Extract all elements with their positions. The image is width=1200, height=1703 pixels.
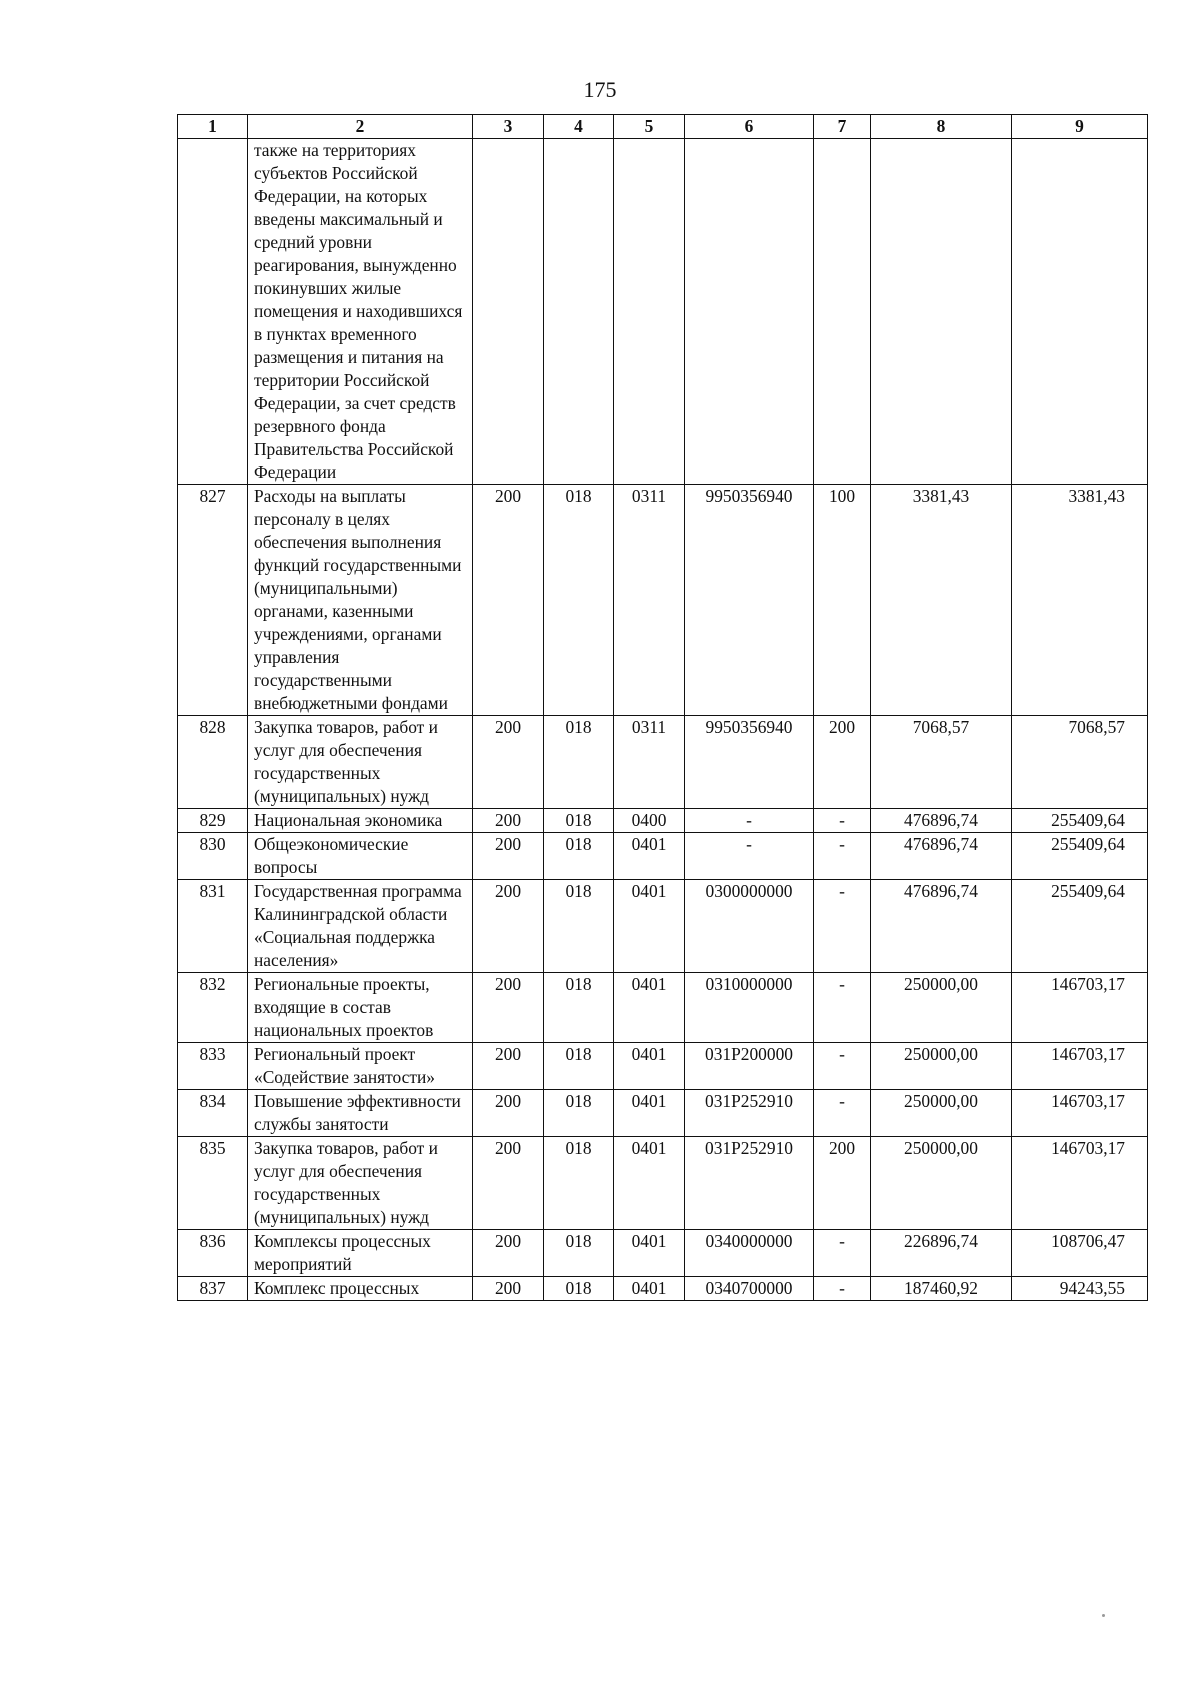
page-number: 175 [583, 77, 617, 102]
row-number-cell: 830 [178, 833, 248, 880]
code-cell: 0401 [614, 1137, 685, 1230]
item-name-cell: Национальная экономика [248, 809, 473, 833]
code-cell: 018 [544, 716, 614, 809]
code-cell: 018 [544, 880, 614, 973]
code-cell: 0401 [614, 1277, 685, 1301]
row-number-cell: 833 [178, 1043, 248, 1090]
code-cell: - [814, 809, 871, 833]
code-cell: 0401 [614, 973, 685, 1043]
table-row [178, 1090, 1148, 1137]
code-cell: 031P252910 [685, 1090, 814, 1137]
code-cell: 200 [473, 833, 544, 880]
header-cell: 9 [1012, 115, 1148, 139]
code-cell: 0401 [614, 1090, 685, 1137]
item-name-cell: Региональные проекты, входящие в состав национальных проектов [248, 973, 473, 1043]
row-number-cell: 827 [178, 485, 248, 716]
amount-cell: 250000,00 [871, 1137, 1012, 1230]
code-cell: 0400 [614, 809, 685, 833]
code-cell: 0311 [614, 485, 685, 716]
amount-cell: 7068,57 [1012, 716, 1148, 809]
code-cell: 018 [544, 1230, 614, 1277]
row-number-cell: 832 [178, 973, 248, 1043]
code-cell: 0300000000 [685, 880, 814, 973]
amount-cell: 255409,64 [1012, 880, 1148, 973]
row-number-cell [178, 139, 248, 485]
amount-cell: 476896,74 [871, 809, 1012, 833]
header-cell: 8 [871, 115, 1012, 139]
table-row [178, 485, 1148, 716]
code-cell: 200 [473, 1230, 544, 1277]
code-cell [473, 139, 544, 485]
table-row [178, 833, 1148, 880]
code-cell: 0311 [614, 716, 685, 809]
code-cell: 018 [544, 1090, 614, 1137]
amount-cell: 146703,17 [1012, 1043, 1148, 1090]
item-name-cell: также на территориях субъектов Российской Федерации, на которых введены максимальный и средний уровни реагирования, вынужденно покинувших жилые помещения и находившихся в пунктах временного размещения и питания на территории Российской Федерации, за счет средств резервного фонда Правительства Российской Федерации [248, 139, 473, 485]
code-cell: 200 [473, 1277, 544, 1301]
code-cell: 018 [544, 973, 614, 1043]
budget-table [177, 114, 1148, 1301]
table-row [178, 880, 1148, 973]
scan-speck [1102, 1614, 1105, 1617]
row-number-cell: 831 [178, 880, 248, 973]
row-number-cell: 828 [178, 716, 248, 809]
code-cell: - [814, 880, 871, 973]
code-cell: 018 [544, 809, 614, 833]
row-number-cell: 836 [178, 1230, 248, 1277]
table-row [178, 973, 1148, 1043]
code-cell: 200 [473, 880, 544, 973]
code-cell [544, 139, 614, 485]
amount-cell: 187460,92 [871, 1277, 1012, 1301]
item-name-cell: Закупка товаров, работ и услуг для обеспечения государственных (муниципальных) нужд [248, 716, 473, 809]
row-number-cell: 834 [178, 1090, 248, 1137]
code-cell: 200 [473, 716, 544, 809]
code-cell: 0310000000 [685, 973, 814, 1043]
item-name-cell: Государственная программа Калининградской области «Социальная поддержка населения» [248, 880, 473, 973]
header-cell: 3 [473, 115, 544, 139]
code-cell: 018 [544, 485, 614, 716]
code-cell: - [814, 833, 871, 880]
header-cell: 6 [685, 115, 814, 139]
row-number-cell: 835 [178, 1137, 248, 1230]
code-cell: 200 [473, 1043, 544, 1090]
code-cell: 200 [814, 716, 871, 809]
header-cell: 1 [178, 115, 248, 139]
table-body [178, 115, 1148, 1301]
code-cell: 031P200000 [685, 1043, 814, 1090]
header-cell: 7 [814, 115, 871, 139]
table-row [178, 809, 1148, 833]
table-header-row [178, 115, 1148, 139]
code-cell: 200 [473, 1090, 544, 1137]
code-cell: 0401 [614, 1230, 685, 1277]
row-number-cell: 837 [178, 1277, 248, 1301]
code-cell: - [814, 1230, 871, 1277]
item-name-cell: Региональный проект «Содействие занятости» [248, 1043, 473, 1090]
code-cell: 018 [544, 1043, 614, 1090]
code-cell: - [685, 833, 814, 880]
code-cell: - [814, 1090, 871, 1137]
amount-cell: 3381,43 [871, 485, 1012, 716]
code-cell: 9950356940 [685, 485, 814, 716]
item-name-cell: Общеэкономические вопросы [248, 833, 473, 880]
amount-cell: 146703,17 [1012, 1137, 1148, 1230]
amount-cell: 476896,74 [871, 833, 1012, 880]
amount-cell: 94243,55 [1012, 1277, 1148, 1301]
amount-cell: 255409,64 [1012, 833, 1148, 880]
header-cell: 2 [248, 115, 473, 139]
amount-cell [1012, 139, 1148, 485]
code-cell: 0340700000 [685, 1277, 814, 1301]
code-cell: 200 [814, 1137, 871, 1230]
item-name-cell: Закупка товаров, работ и услуг для обеспечения государственных (муниципальных) нужд [248, 1137, 473, 1230]
code-cell: - [814, 973, 871, 1043]
amount-cell: 146703,17 [1012, 1090, 1148, 1137]
code-cell: - [685, 809, 814, 833]
table-row [178, 1230, 1148, 1277]
code-cell: 031P252910 [685, 1137, 814, 1230]
code-cell: - [814, 1277, 871, 1301]
code-cell: 200 [473, 973, 544, 1043]
code-cell: 100 [814, 485, 871, 716]
amount-cell [871, 139, 1012, 485]
code-cell: 0401 [614, 833, 685, 880]
code-cell [685, 139, 814, 485]
code-cell: 018 [544, 1277, 614, 1301]
item-name-cell: Повышение эффективности службы занятости [248, 1090, 473, 1137]
header-cell: 4 [544, 115, 614, 139]
amount-cell: 255409,64 [1012, 809, 1148, 833]
amount-cell: 250000,00 [871, 1090, 1012, 1137]
code-cell: 200 [473, 809, 544, 833]
item-name-cell: Комплекс процессных [248, 1277, 473, 1301]
table-row [178, 139, 1148, 485]
amount-cell: 250000,00 [871, 973, 1012, 1043]
code-cell: 0401 [614, 880, 685, 973]
code-cell: 0340000000 [685, 1230, 814, 1277]
code-cell: 9950356940 [685, 716, 814, 809]
amount-cell: 3381,43 [1012, 485, 1148, 716]
code-cell: 018 [544, 833, 614, 880]
amount-cell: 476896,74 [871, 880, 1012, 973]
row-number-cell: 829 [178, 809, 248, 833]
table-row [178, 1043, 1148, 1090]
amount-cell: 226896,74 [871, 1230, 1012, 1277]
table-row [178, 716, 1148, 809]
header-cell: 5 [614, 115, 685, 139]
amount-cell: 250000,00 [871, 1043, 1012, 1090]
item-name-cell: Расходы на выплаты персоналу в целях обеспечения выполнения функций государственными (муниципальными) органами, казенными учреждениями, органами управления государственными внебюджетными фондами [248, 485, 473, 716]
amount-cell: 7068,57 [871, 716, 1012, 809]
code-cell: - [814, 1043, 871, 1090]
item-name-cell: Комплексы процессных мероприятий [248, 1230, 473, 1277]
amount-cell: 146703,17 [1012, 973, 1148, 1043]
code-cell: 018 [544, 1137, 614, 1230]
code-cell: 0401 [614, 1043, 685, 1090]
code-cell: 200 [473, 1137, 544, 1230]
table-row [178, 1137, 1148, 1230]
code-cell [814, 139, 871, 485]
code-cell: 200 [473, 485, 544, 716]
amount-cell: 108706,47 [1012, 1230, 1148, 1277]
code-cell [614, 139, 685, 485]
table-row [178, 1277, 1148, 1301]
